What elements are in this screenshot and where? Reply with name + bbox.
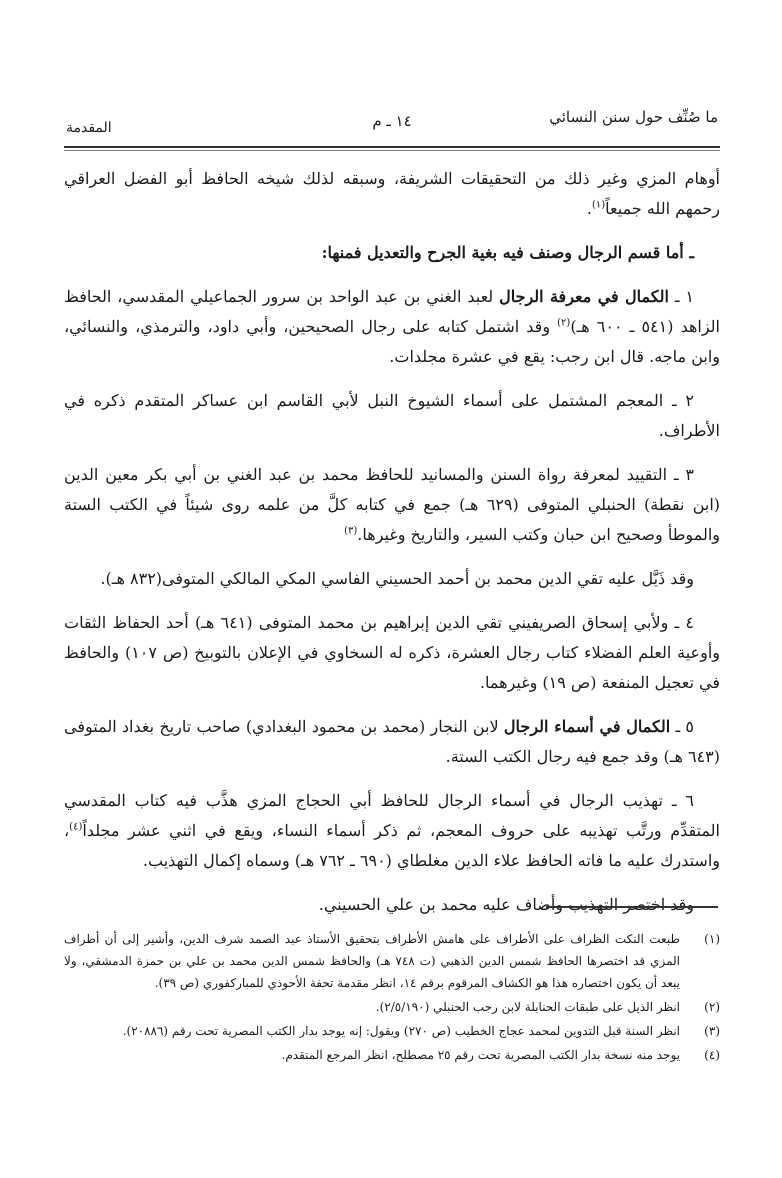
section-heading: ـ أما قسم الرجال وصنف فيه بغية الجرح والتعديل فمنها: bbox=[321, 243, 694, 262]
footnote bbox=[64, 1044, 720, 1066]
book-name-kamal: الكمال في معرفة الرجال bbox=[499, 287, 669, 306]
header-divider bbox=[64, 146, 720, 148]
footnotes bbox=[64, 928, 720, 1068]
footnote-ref-1[interactable]: (١) bbox=[591, 199, 606, 211]
footnote-text: انظر السنة قبل التدوين لمحمد عجاج الخطيب (ص ٢٧٠) ويقول: إنه يوجد بدار الكتب المصرية تحت رقم (٢٠٨٨٦). bbox=[122, 1024, 680, 1038]
footnote-text: يوجد منه نسخة بدار الكتب المصرية تحت رقم ٢٥ مصطلح، انظر المرجع المتقدم. bbox=[281, 1048, 680, 1062]
paragraph-intro: أوهام المزي وغير ذلك من التحقيقات الشريفة، وسبقه لذلك شيخه الحافظ أبو الفضل العراقي رحمهم الله جميعاً$^{(١)}$. bbox=[64, 169, 720, 218]
book-name-kamal-najjar: الكمال في أسماء الرجال bbox=[503, 717, 671, 736]
footnote-text: انظر الذيل على طبقات الحنابلة لابن رجب الحنبلي (٢/٥/١٩٠). bbox=[375, 1000, 680, 1014]
footnote-ref-2[interactable]: (٢) bbox=[557, 317, 571, 329]
footnote-number: (٤) bbox=[704, 1048, 720, 1062]
footnote-text: طبعت النكت الظراف على الأطراف على هامش الأطراف بتحقيق الأستاذ عبد الصمد شرف الدين، وأشير إلى أن أطراف المزي قد اختصرها الحافظ شمس الدين الذهبي (ت ٧٤٨ هـ) والحافظ شمس الدين محمد بن علي بن حمزة الدمشقي، ولا يبعد أن يكون اختصاره هذا هو الكشاف المرقوم برقم ١٤، انظر مقدمة تحفة الأحوذي للمباركفوري (ص ٣٩). bbox=[64, 932, 680, 990]
footnote-divider bbox=[546, 906, 718, 908]
footnote-number: (٣) bbox=[704, 1024, 720, 1038]
list-item-3: ٣ ـ التقييد لمعرفة رواة السنن والمسانيد للحافظ محمد بن عبد الغني بن أبي بكر معين الدين (ابن نقطة) الحنبلي المتوفى (٦٢٩ هـ) جمع في كتابه كلَّ من علمه روى شيئاً في الكتب الستة والموطأ وصحيح ابن حبان وكتب السير، والتاريخ وغيرها.$^{(٣)}$ bbox=[64, 465, 721, 544]
list-item-4: ٤ ـ ولأبي إسحاق الصريفيني تقي الدين إبراهيم بن محمد المتوفى (٦٤١ هـ) أحد الحفاظ الثقات وأوعية العلم الفضلاء كتاب رجال العشرة، ذكره له السخاوي في الإعلان بالتوبيخ (ص ١٠٧) والحافظ في تعجيل المنفعة (ص ١٩) وغيرهما. bbox=[64, 613, 720, 692]
header-divider-thin bbox=[64, 150, 720, 151]
list-item-6-note: وقد اختصر التهذيب وأضاف عليه محمد بن علي الحسيني. bbox=[318, 895, 694, 914]
footnote-ref-4[interactable]: (٤) bbox=[69, 821, 83, 833]
footnote-ref-3[interactable]: (٣) bbox=[344, 525, 358, 537]
list-item-5: ٥ ـ الكمال في أسماء الرجال لابن النجار (محمد بن محمود البغدادي) صاحب تاريخ بغداد المتوفى (٦٤٣ هـ) وقد جمع فيه رجال الكتب الستة. bbox=[64, 717, 720, 766]
footnote bbox=[64, 996, 720, 1018]
page-number: ١٤ ـ م bbox=[372, 112, 412, 130]
list-item-6: ٦ ـ تهذيب الرجال في أسماء الرجال للحافظ أبي الحجاج المزي هذَّب فيه كتاب المقدسي المتقدِّم ورتَّب تهذيبه على حروف المعجم، ثم ذكر أسماء النساء، ويقع في اثني عشر مجلداً$^{(٤)}$، واستدرك عليه ما فاته الحافظ علاء الدين مغلطاي (٦٩٠ ـ ٧٦٢ هـ) وسماه إكمال التهذيب. bbox=[64, 791, 720, 870]
list-item-3-note: وقد ذَيَّل عليه تقي الدين محمد بن أحمد الحسيني الفاسي المكي المالكي المتوفى(٨٣٢ هـ). bbox=[100, 569, 694, 588]
list-item-2: ٢ ـ المعجم المشتمل على أسماء الشيوخ النبل لأبي القاسم ابن عساكر المتقدم ذكره في الأطراف. bbox=[64, 391, 720, 440]
section-title: المقدمة bbox=[66, 120, 112, 136]
footnote bbox=[64, 928, 720, 994]
running-header bbox=[66, 100, 718, 140]
footnote-number: (٢) bbox=[704, 1000, 720, 1014]
footnote bbox=[64, 1020, 720, 1042]
list-item-1: ١ ـ الكمال في معرفة الرجال لعبد الغني بن عبد الواحد بن سرور الجماعيلي المقدسي، الحافظ الزاهد (٥٤١ ـ ٦٠٠ هـ)$^{(٢)}$ وقد اشتمل كتابه على رجال الصحيحين، وأبي داود، والترمذي، والنسائي، وابن ماجه. قال ابن رجب: يقع في عشرة مجلدات. bbox=[64, 287, 720, 366]
book-title: ما صُنِّف حول سنن النسائي bbox=[549, 108, 718, 126]
footnote-number: (١) bbox=[704, 932, 720, 946]
main-text bbox=[64, 164, 720, 934]
